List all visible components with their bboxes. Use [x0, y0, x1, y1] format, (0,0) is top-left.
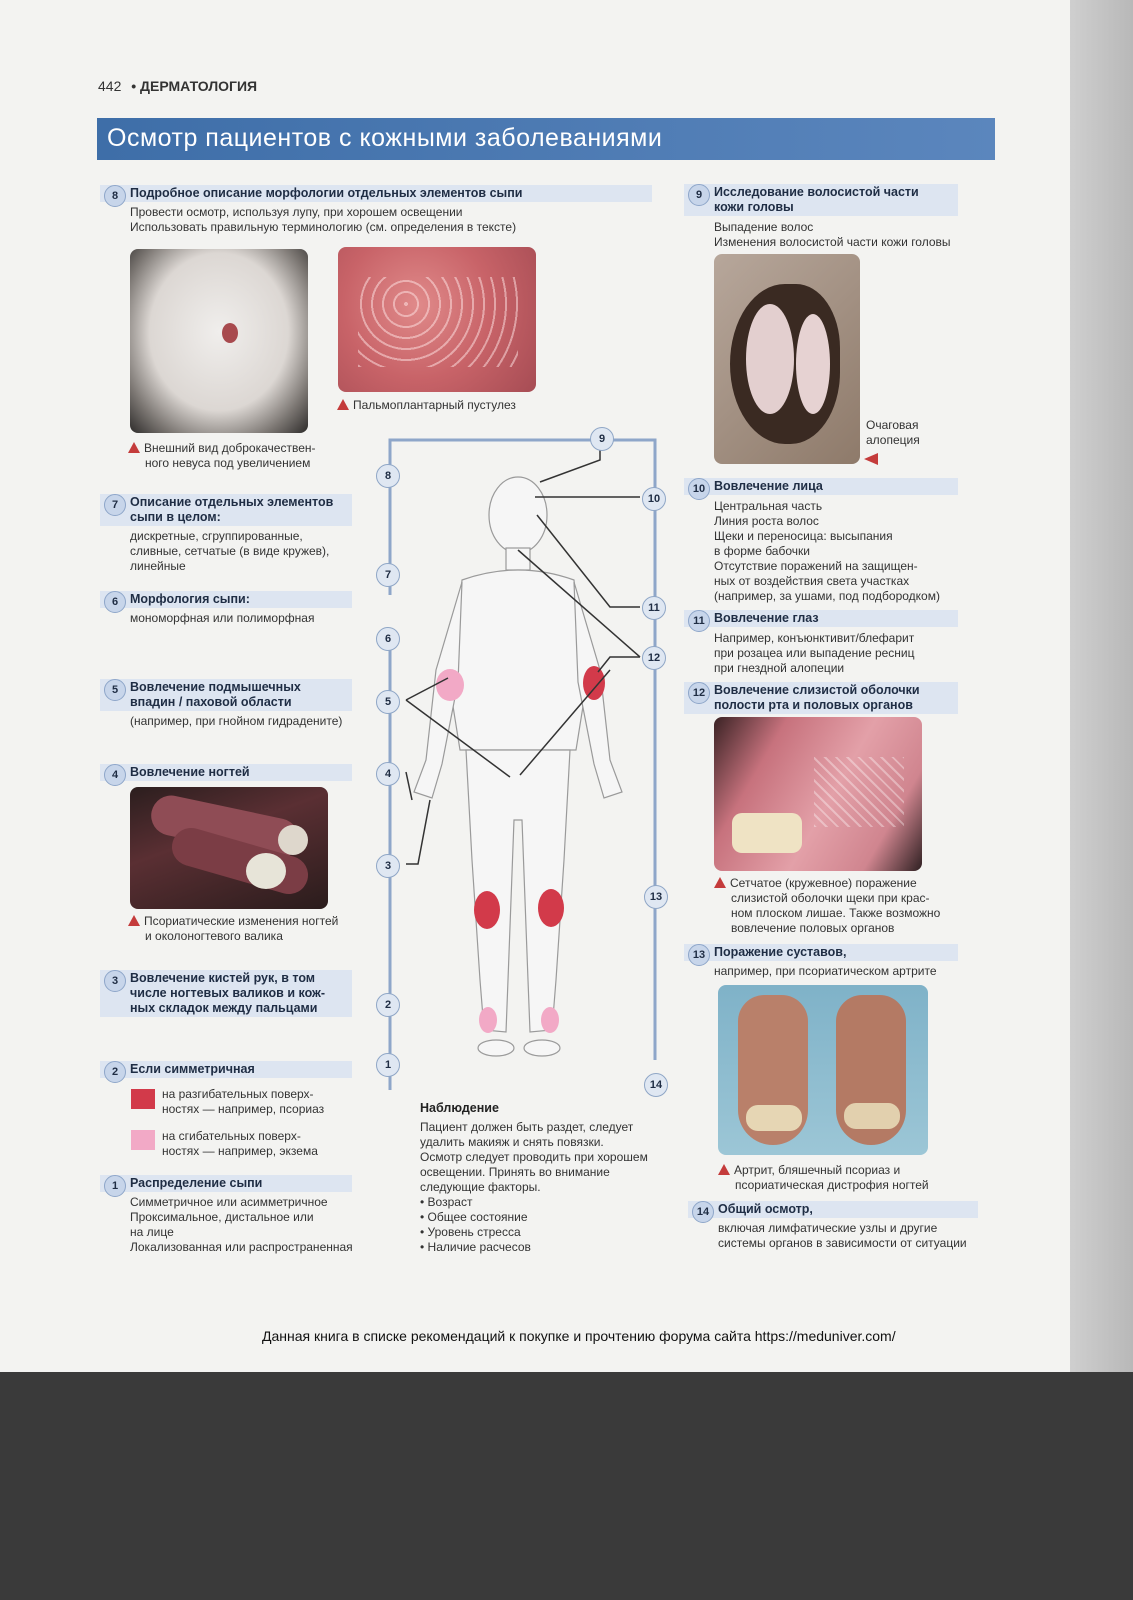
legend-text-flexor — [162, 1129, 318, 1159]
section-11-heading — [684, 610, 958, 627]
diagram-marker-13: 13 — [644, 885, 668, 909]
list-item: • Наличие расчесов — [420, 1240, 690, 1255]
section-9-title: Исследование волосистой части — [714, 185, 919, 199]
caption-triangle-icon — [337, 399, 349, 410]
text-line: освещении. Принять во внимание — [420, 1165, 610, 1179]
diagram-marker-10: 10 — [642, 487, 666, 511]
section-10-heading — [684, 478, 958, 495]
text-line: Пациент должен быть раздет, следует — [420, 1120, 634, 1134]
section-3-title: Вовлечение кистей рук, в том — [130, 971, 316, 985]
nevus-photo — [130, 249, 308, 433]
text-line: Отсутствие поражений на защищен- — [714, 559, 918, 573]
section-5 — [100, 679, 352, 729]
diagram-marker-7: 7 — [376, 563, 400, 587]
legend-text-extensor — [162, 1087, 324, 1117]
nail-lesion — [278, 825, 308, 855]
text-line: линейные — [130, 559, 186, 573]
pustulosis-photo — [338, 247, 536, 392]
section-3-title: ных складок между пальцами — [130, 1001, 318, 1015]
chapter-title: ДЕРМАТОЛОГИЯ — [140, 78, 258, 94]
text-line: Например, конъюнктивит/блефарит — [714, 631, 915, 645]
section-number-badge: 3 — [104, 970, 126, 992]
text-line: при розацеа или выпадение ресниц — [714, 646, 915, 660]
text-line: Провести осмотр, используя лупу, при хорошем освещении — [130, 205, 463, 219]
caption-text: Внешний вид доброкачествен- — [144, 441, 316, 455]
section-1-text — [100, 1195, 352, 1255]
text-line: при гнездной алопеции — [714, 661, 845, 675]
lesion-ankle-right — [541, 1007, 559, 1033]
section-4 — [100, 764, 352, 781]
caption-text: алопеция — [866, 433, 920, 447]
diagram-marker-4: 4 — [376, 762, 400, 786]
section-number-badge: 1 — [104, 1175, 126, 1197]
section-7 — [100, 494, 352, 574]
diagram-marker-1: 1 — [376, 1053, 400, 1077]
section-12-title: полости рта и половых органов — [714, 698, 913, 712]
section-5-title: впадин / паховой области — [130, 695, 292, 709]
nevus-spot — [222, 323, 238, 343]
diagram-marker-9: 9 — [590, 427, 614, 451]
caption-triangle-icon — [128, 442, 140, 453]
toe-lesions — [844, 1103, 900, 1129]
diagram-marker-11: 11 — [642, 596, 666, 620]
text-line: Локализованная или распространенная — [130, 1240, 353, 1254]
lesion-knee-left — [474, 891, 500, 929]
nevus-caption — [128, 441, 316, 471]
caption-text: и околоногтевого валика — [145, 929, 283, 943]
nail-lesion — [246, 853, 286, 889]
section-8-heading — [100, 185, 652, 202]
observation-factors-list — [420, 1195, 690, 1255]
caption-text: Сетчатое (кружевное) поражение — [730, 876, 917, 890]
text-line: на лице — [130, 1225, 174, 1239]
section-5-text: (например, при гнойном гидрадените) — [130, 714, 343, 728]
text-line: Центральная часть — [714, 499, 823, 513]
section-number-badge: 6 — [104, 591, 126, 613]
section-2 — [100, 1061, 352, 1078]
caption-text: ного невуса под увеличением — [145, 456, 311, 470]
page-number: 442 — [98, 78, 122, 94]
section-number-badge: 10 — [688, 478, 710, 500]
section-3-title: числе ногтевых валиков и кож- — [130, 986, 326, 1000]
section-6-heading — [100, 591, 352, 608]
section-4-title: Вовлечение ногтей — [130, 765, 250, 779]
section-1-heading — [100, 1175, 352, 1192]
section-9 — [684, 184, 958, 250]
text-line: ных от воздействия света участках — [714, 574, 910, 588]
section-3 — [100, 970, 352, 1017]
section-8-title: Подробное описание морфологии отдельных элементов сыпи — [130, 186, 523, 200]
pointer-triangle-icon — [864, 453, 878, 465]
caption-text: вовлечение половых органов — [731, 921, 895, 935]
section-9-text — [684, 220, 958, 250]
section-13-heading — [684, 944, 958, 961]
alopecia-label — [866, 418, 920, 448]
section-number-badge: 2 — [104, 1061, 126, 1083]
section-number-badge: 5 — [104, 679, 126, 701]
nail-caption — [128, 914, 338, 944]
diagram-marker-14: 14 — [644, 1073, 668, 1097]
section-13-text: например, при псориатическом артрите — [714, 964, 937, 978]
section-number-badge: 9 — [688, 184, 710, 206]
text-line: Щеки и переносица: высыпания — [714, 529, 893, 543]
caption-text: Пальмоплантарный пустулез — [353, 398, 516, 412]
section-6-title: Морфология сыпи: — [130, 592, 250, 606]
alopecia-photo — [714, 254, 860, 464]
section-12-title: Вовлечение слизистой оболочки — [714, 683, 920, 697]
section-13-title: Поражение суставов, — [714, 945, 847, 959]
human-figure — [414, 477, 622, 1056]
text-line: дискретные, сгруппированные, — [130, 529, 303, 543]
page-edge-shade — [1070, 0, 1133, 1372]
section-3-heading — [100, 970, 352, 1017]
text-line: Симметричное или асимметричное — [130, 1195, 328, 1209]
lesion-ankle-left — [479, 1007, 497, 1033]
pustule-texture — [358, 277, 518, 367]
section-11-title: Вовлечение глаз — [714, 611, 819, 625]
body-diagram — [370, 420, 680, 1120]
text-line: Изменения волосистой части кожи головы — [714, 235, 951, 249]
section-5-title: Вовлечение подмышечных — [130, 680, 301, 694]
list-item: • Общее состояние — [420, 1210, 690, 1225]
diagram-marker-5: 5 — [376, 690, 400, 714]
section-14-title: Общий осмотр, — [718, 1202, 813, 1216]
bald-patch-right — [796, 314, 830, 414]
list-item: • Возраст — [420, 1195, 690, 1210]
section-7-heading — [100, 494, 352, 526]
feet-caption — [718, 1163, 929, 1193]
teeth-shape — [732, 813, 802, 853]
caption-triangle-icon — [128, 915, 140, 926]
lesion-axilla-flexor — [436, 669, 464, 701]
section-10-title: Вовлечение лица — [714, 479, 823, 493]
section-6-text: мономорфная или полиморфная — [130, 611, 315, 625]
text-line: ностях — например, псориаз — [162, 1102, 325, 1116]
text-line: Линия роста волос — [714, 514, 819, 528]
section-5-heading — [100, 679, 352, 711]
section-number-badge: 4 — [104, 764, 126, 786]
page-title: Осмотр пациентов с кожными заболеваниями — [107, 124, 663, 152]
diagram-marker-2: 2 — [376, 993, 400, 1017]
text-line: в форме бабочки — [714, 544, 810, 558]
text-line: ностях — например, экзема — [162, 1144, 318, 1158]
section-1 — [100, 1175, 352, 1255]
diagram-marker-12: 12 — [642, 646, 666, 670]
running-head — [98, 78, 257, 94]
section-number-badge: 7 — [104, 494, 126, 516]
legend-swatch-extensor — [131, 1089, 155, 1109]
text-line: Осмотр следует проводить при хорошем — [420, 1150, 648, 1164]
text-line: сливные, сетчатые (в виде кружев), — [130, 544, 330, 558]
observation-title: Наблюдение — [420, 1101, 499, 1115]
section-7-text — [100, 529, 352, 574]
caption-text: псориатическая дистрофия ногтей — [735, 1178, 929, 1192]
lesion-elbow-extensor — [583, 666, 605, 700]
text-line: включая лимфатические узлы и другие — [718, 1221, 938, 1235]
section-11 — [684, 610, 958, 676]
text-line: Выпадение волос — [714, 220, 814, 234]
caption-triangle-icon — [718, 1164, 730, 1175]
section-8 — [100, 185, 652, 235]
section-13 — [684, 944, 958, 979]
section-14-text — [688, 1221, 978, 1251]
section-7-title: Описание отдельных элементов — [130, 495, 334, 509]
oral-mucosa-caption — [714, 876, 940, 936]
text-line: системы органов в зависимости от ситуации — [718, 1236, 967, 1250]
text-line: следующие факторы. — [420, 1180, 541, 1194]
caption-text: Псориатические изменения ногтей — [144, 914, 339, 928]
section-4-heading — [100, 764, 352, 781]
section-number-badge: 13 — [688, 944, 710, 966]
section-number-badge: 8 — [104, 185, 126, 207]
text-line: удалить макияж и снять повязки. — [420, 1135, 604, 1149]
nail-photo — [130, 787, 328, 909]
section-1-title: Распределение сыпи — [130, 1176, 263, 1190]
section-11-text — [684, 631, 958, 676]
lesion-knee-right — [538, 889, 564, 927]
section-12-heading — [684, 682, 958, 714]
caption-text: ном плоском лишае. Также возможно — [731, 906, 941, 920]
caption-text: слизистой оболочки щеки при крас- — [731, 891, 930, 905]
text-line: (например, за ушами, под подбородком) — [714, 589, 940, 603]
text-line: Проксимальное, дистальное или — [130, 1210, 314, 1224]
section-2-title: Если симметричная — [130, 1062, 255, 1076]
caption-text: Очаговая — [866, 418, 919, 432]
caption-text: Артрит, бляшечный псориаз и — [734, 1163, 901, 1177]
pustulosis-caption — [337, 398, 516, 413]
section-number-badge: 12 — [688, 682, 710, 704]
section-8-text — [100, 205, 652, 235]
bald-patch-left — [746, 304, 794, 414]
feet-photo — [718, 985, 928, 1155]
section-banner — [97, 118, 995, 160]
text-line: Использовать правильную терминологию (см. определения в тексте) — [130, 220, 517, 234]
diagram-marker-6: 6 — [376, 627, 400, 651]
section-9-title: кожи головы — [714, 200, 794, 214]
section-6 — [100, 591, 352, 626]
section-10-text — [684, 499, 958, 604]
diagram-marker-3: 3 — [376, 854, 400, 878]
list-item: • Уровень стресса — [420, 1225, 690, 1240]
observation-text — [420, 1120, 690, 1195]
lacy-pattern — [814, 757, 904, 827]
scanner-background — [0, 1372, 1133, 1600]
section-10 — [684, 478, 958, 604]
section-14-heading — [688, 1201, 978, 1218]
section-14 — [688, 1201, 978, 1251]
diagram-marker-8: 8 — [376, 464, 400, 488]
text-line: на разгибательных поверх- — [162, 1087, 314, 1101]
caption-triangle-icon — [714, 877, 726, 888]
section-number-badge: 11 — [688, 610, 710, 632]
section-number-badge: 14 — [692, 1201, 714, 1223]
text-line: на сгибательных поверх- — [162, 1129, 301, 1143]
section-9-heading — [684, 184, 958, 216]
legend-swatch-flexor — [131, 1130, 155, 1150]
toe-lesions — [746, 1105, 802, 1131]
observation-block — [420, 1101, 690, 1255]
footer-note: Данная книга в списке рекомендаций к покупке и прочтению форума сайта https://meduniver.com/ — [262, 1328, 896, 1344]
oral-mucosa-photo — [714, 717, 922, 871]
running-head-separator: • — [131, 78, 137, 94]
section-2-heading — [100, 1061, 352, 1078]
section-7-title: сыпи в целом: — [130, 510, 221, 524]
section-12 — [684, 682, 958, 714]
